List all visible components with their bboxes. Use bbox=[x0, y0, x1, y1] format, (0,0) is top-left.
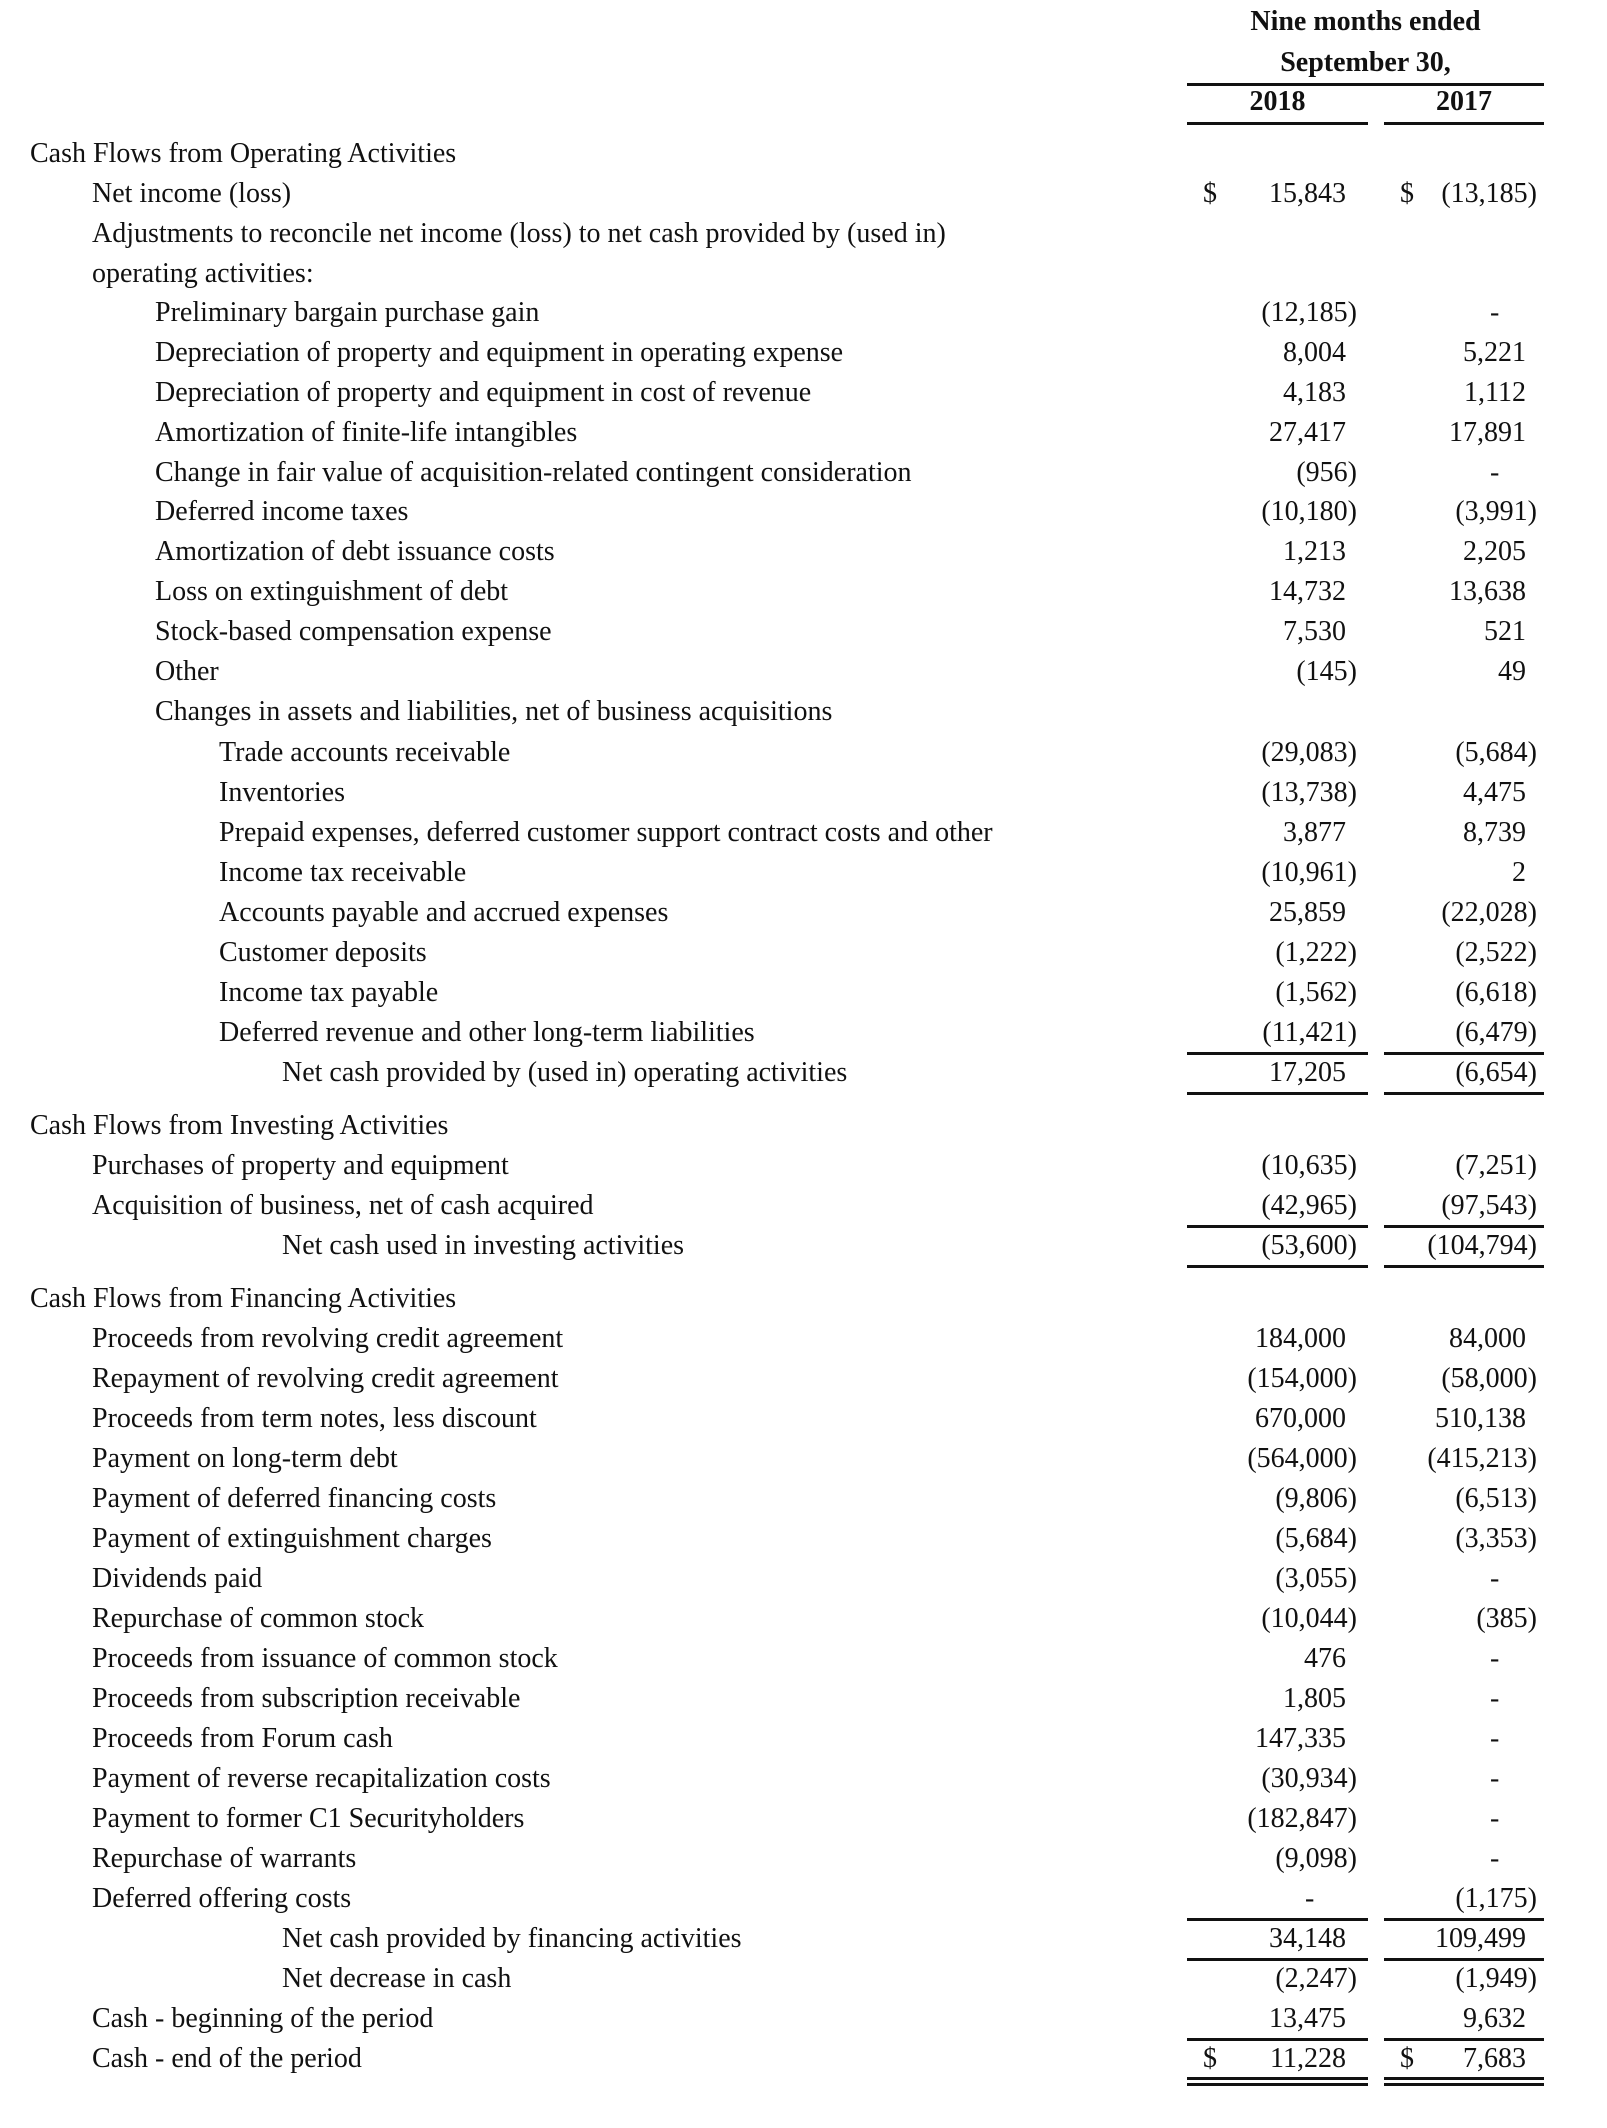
underline-2017 bbox=[1384, 1092, 1544, 1095]
value-2017: - bbox=[1490, 1843, 1500, 1874]
subtotal-label: Net cash provided by financing activities bbox=[282, 1923, 742, 1954]
line-item-label: Changes in assets and liabilities, net of business acquisitions bbox=[155, 696, 833, 727]
value-2017: (6,513) bbox=[1455, 1483, 1537, 1514]
value-2017: (2,522) bbox=[1455, 937, 1537, 968]
line-item-label: Cash - beginning of the period bbox=[92, 2003, 434, 2034]
subtotal-label: Net decrease in cash bbox=[282, 1963, 512, 1994]
value-2017: (1,175) bbox=[1455, 1883, 1537, 1914]
value-2017: - bbox=[1490, 1683, 1500, 1714]
value-2018: 476 bbox=[1304, 1643, 1346, 1674]
statement-row bbox=[0, 1479, 1607, 1519]
line-item-label: Proceeds from subscription receivable bbox=[92, 1683, 521, 1714]
value-2018: 34,148 bbox=[1269, 1923, 1346, 1954]
line-item-label: Proceeds from issuance of common stock bbox=[92, 1643, 558, 1674]
header-col-2017: 2017 bbox=[1436, 86, 1492, 117]
statement-row bbox=[0, 1319, 1607, 1359]
statement-row bbox=[0, 174, 1607, 214]
statement-row bbox=[0, 214, 1607, 254]
dollar-sign-2017: $ bbox=[1400, 2043, 1414, 2074]
value-2017: (58,000) bbox=[1441, 1363, 1537, 1394]
line-item-label: Payment of reverse recapitalization costs bbox=[92, 1763, 551, 1794]
value-2018: 1,213 bbox=[1283, 536, 1346, 567]
value-2017: (3,991) bbox=[1455, 496, 1537, 527]
line-item-label: Payment of deferred financing costs bbox=[92, 1483, 497, 1514]
line-item-label: Other bbox=[155, 656, 219, 687]
statement-row bbox=[0, 1106, 1607, 1146]
line-item-label: Payment on long-term debt bbox=[92, 1443, 398, 1474]
value-2018: (1,562) bbox=[1275, 977, 1357, 1008]
statement-row bbox=[0, 1679, 1607, 1719]
statement-row bbox=[0, 973, 1607, 1013]
dollar-sign-2018: $ bbox=[1203, 178, 1217, 209]
statement-row bbox=[0, 612, 1607, 652]
statement-row bbox=[0, 893, 1607, 933]
value-2018: (9,806) bbox=[1275, 1483, 1357, 1514]
line-item-label: Trade accounts receivable bbox=[219, 737, 511, 768]
value-2018: 184,000 bbox=[1255, 1323, 1346, 1354]
value-2018: (1,222) bbox=[1275, 937, 1357, 968]
dollar-sign-2018: $ bbox=[1203, 2043, 1217, 2074]
value-2017: (5,684) bbox=[1455, 737, 1537, 768]
header-period-line2: September 30, bbox=[1280, 47, 1451, 78]
line-item-label: Dividends paid bbox=[92, 1563, 263, 1594]
value-2018: (13,738) bbox=[1261, 777, 1357, 808]
line-item-label: Proceeds from Forum cash bbox=[92, 1723, 393, 1754]
line-item-label: Customer deposits bbox=[219, 937, 427, 968]
value-2018: (3,055) bbox=[1275, 1563, 1357, 1594]
value-2017: 8,739 bbox=[1463, 817, 1526, 848]
statement-row bbox=[0, 1559, 1607, 1599]
value-2017: 5,221 bbox=[1463, 337, 1526, 368]
line-item-label: Prepaid expenses, deferred customer support contract costs and other bbox=[219, 817, 993, 848]
line-item-label: Deferred income taxes bbox=[155, 496, 409, 527]
header-col-2018: 2018 bbox=[1249, 86, 1306, 117]
value-2018: 15,843 bbox=[1269, 178, 1346, 209]
value-2017: 521 bbox=[1484, 616, 1526, 647]
value-2017: 9,632 bbox=[1463, 2003, 1526, 2034]
value-2018: 8,004 bbox=[1283, 337, 1346, 368]
line-item-label: Depreciation of property and equipment in operating expense bbox=[155, 337, 844, 368]
value-2017: 109,499 bbox=[1435, 1923, 1526, 1954]
value-2017: (104,794) bbox=[1427, 1230, 1537, 1261]
value-2017: 2,205 bbox=[1463, 536, 1526, 567]
value-2017: (415,213) bbox=[1427, 1443, 1537, 1474]
statement-row bbox=[0, 853, 1607, 893]
value-2018: 7,530 bbox=[1283, 616, 1346, 647]
value-2018: 147,335 bbox=[1255, 1723, 1346, 1754]
statement-row bbox=[0, 1053, 1607, 1093]
statement-row bbox=[0, 1279, 1607, 1319]
double-underline-2018 bbox=[1187, 2077, 1368, 2086]
statement-row bbox=[0, 652, 1607, 692]
value-2018: 4,183 bbox=[1283, 377, 1346, 408]
section-heading: Cash Flows from Investing Activities bbox=[30, 1110, 449, 1141]
statement-row bbox=[0, 933, 1607, 973]
statement-row bbox=[0, 1186, 1607, 1226]
line-item-label: Accounts payable and accrued expenses bbox=[219, 897, 669, 928]
line-item-label: Cash - end of the period bbox=[92, 2043, 362, 2074]
value-2017: 49 bbox=[1498, 656, 1526, 687]
subtotal-label: Net cash provided by (used in) operating activities bbox=[282, 1057, 848, 1088]
statement-row bbox=[0, 572, 1607, 612]
line-item-label: Preliminary bargain purchase gain bbox=[155, 297, 540, 328]
statement-row bbox=[0, 1719, 1607, 1759]
value-2017: 17,891 bbox=[1449, 417, 1526, 448]
statement-row bbox=[0, 1919, 1607, 1959]
statement-row bbox=[0, 1879, 1607, 1919]
statement-row bbox=[0, 492, 1607, 532]
line-item-label: Inventories bbox=[219, 777, 345, 808]
value-2018: (9,098) bbox=[1275, 1843, 1357, 1874]
line-item-label: Repurchase of warrants bbox=[92, 1843, 357, 1874]
statement-row bbox=[0, 134, 1607, 174]
section-heading: Cash Flows from Operating Activities bbox=[30, 138, 457, 169]
value-2018: 13,475 bbox=[1269, 2003, 1346, 2034]
line-item-label: Purchases of property and equipment bbox=[92, 1150, 509, 1181]
value-2018: (10,635) bbox=[1261, 1150, 1357, 1181]
value-2018: (2,247) bbox=[1275, 1963, 1357, 1994]
value-2018: 14,732 bbox=[1269, 576, 1346, 607]
value-2018: (182,847) bbox=[1247, 1803, 1357, 1834]
value-2017: 7,683 bbox=[1463, 2043, 1526, 2074]
statement-row bbox=[0, 813, 1607, 853]
value-2018: (11,421) bbox=[1262, 1017, 1357, 1048]
line-item-label: Loss on extinguishment of debt bbox=[155, 576, 509, 607]
value-2018: (145) bbox=[1296, 656, 1357, 687]
statement-row bbox=[0, 1226, 1607, 1266]
value-2018: - bbox=[1305, 1883, 1315, 1914]
value-2017: (6,654) bbox=[1455, 1057, 1537, 1088]
section-heading: Cash Flows from Financing Activities bbox=[30, 1283, 457, 1314]
line-item-label: operating activities: bbox=[92, 258, 314, 289]
statement-row bbox=[0, 254, 1607, 294]
value-2018: 17,205 bbox=[1269, 1057, 1346, 1088]
value-2018: (10,044) bbox=[1261, 1603, 1357, 1634]
value-2018: (956) bbox=[1296, 457, 1357, 488]
statement-row bbox=[0, 1759, 1607, 1799]
value-2018: 25,859 bbox=[1269, 897, 1346, 928]
value-2018: 1,805 bbox=[1283, 1683, 1346, 1714]
statement-row bbox=[0, 1519, 1607, 1559]
value-2017: - bbox=[1490, 297, 1500, 328]
value-2017: 84,000 bbox=[1449, 1323, 1526, 1354]
line-item-label: Payment of extinguishment charges bbox=[92, 1523, 492, 1554]
statement-row bbox=[0, 1639, 1607, 1679]
line-item-label: Deferred revenue and other long-term liabilities bbox=[219, 1017, 755, 1048]
subtotal-label: Net cash used in investing activities bbox=[282, 1230, 685, 1261]
value-2017: (7,251) bbox=[1455, 1150, 1537, 1181]
line-item-label: Amortization of finite-life intangibles bbox=[155, 417, 578, 448]
underline-2017 bbox=[1384, 1265, 1544, 1268]
header-period-line1: Nine months ended bbox=[1250, 6, 1481, 37]
value-2017: 4,475 bbox=[1463, 777, 1526, 808]
value-2017: (1,949) bbox=[1455, 1963, 1537, 1994]
statement-row bbox=[0, 1359, 1607, 1399]
line-item-label: Depreciation of property and equipment in cost of revenue bbox=[155, 377, 812, 408]
line-item-label: Proceeds from revolving credit agreement bbox=[92, 1323, 564, 1354]
underline-2018 bbox=[1187, 1092, 1368, 1095]
header-rule-2018 bbox=[1187, 122, 1368, 125]
value-2017: (6,618) bbox=[1455, 977, 1537, 1008]
statement-row bbox=[0, 373, 1607, 413]
value-2018: 3,877 bbox=[1283, 817, 1346, 848]
value-2017: (6,479) bbox=[1455, 1017, 1537, 1048]
statement-row bbox=[0, 1146, 1607, 1186]
value-2018: (5,684) bbox=[1275, 1523, 1357, 1554]
header-rule-2017 bbox=[1384, 122, 1544, 125]
value-2017: 1,112 bbox=[1464, 377, 1526, 408]
value-2017: 510,138 bbox=[1435, 1403, 1526, 1434]
line-item-label: Payment to former C1 Securityholders bbox=[92, 1803, 525, 1834]
line-item-label: Amortization of debt issuance costs bbox=[155, 536, 555, 567]
line-item-label: Repurchase of common stock bbox=[92, 1603, 425, 1634]
line-item-label: Repayment of revolving credit agreement bbox=[92, 1363, 559, 1394]
statement-row bbox=[0, 1839, 1607, 1879]
value-2018: (30,934) bbox=[1261, 1763, 1357, 1794]
value-2018: (29,083) bbox=[1261, 737, 1357, 768]
statement-row bbox=[0, 773, 1607, 813]
value-2018: 670,000 bbox=[1255, 1403, 1346, 1434]
line-item-label: Stock-based compensation expense bbox=[155, 616, 552, 647]
line-item-label: Acquisition of business, net of cash acquired bbox=[92, 1190, 594, 1221]
line-item-label: Adjustments to reconcile net income (loss) to net cash provided by (used in) bbox=[92, 218, 946, 249]
value-2018: (10,961) bbox=[1261, 857, 1357, 888]
double-underline-2017 bbox=[1384, 2077, 1544, 2086]
value-2017: - bbox=[1490, 1763, 1500, 1794]
value-2018: (154,000) bbox=[1247, 1363, 1357, 1394]
value-2017: (3,353) bbox=[1455, 1523, 1537, 1554]
underline-2018 bbox=[1187, 1265, 1368, 1268]
value-2017: - bbox=[1490, 457, 1500, 488]
statement-row bbox=[0, 1013, 1607, 1053]
line-item-label: Change in fair value of acquisition-related contingent consideration bbox=[155, 457, 912, 488]
value-2018: 11,228 bbox=[1270, 2043, 1346, 2074]
value-2017: (385) bbox=[1476, 1603, 1537, 1634]
line-item-label: Deferred offering costs bbox=[92, 1883, 352, 1914]
value-2017: (22,028) bbox=[1441, 897, 1537, 928]
value-2018: (12,185) bbox=[1261, 297, 1357, 328]
value-2018: (42,965) bbox=[1261, 1190, 1357, 1221]
statement-row bbox=[0, 1799, 1607, 1839]
statement-row bbox=[0, 733, 1607, 773]
value-2017: - bbox=[1490, 1803, 1500, 1834]
value-2017: - bbox=[1490, 1563, 1500, 1594]
value-2018: 27,417 bbox=[1269, 417, 1346, 448]
value-2018: (53,600) bbox=[1261, 1230, 1357, 1261]
value-2017: (97,543) bbox=[1441, 1190, 1537, 1221]
line-item-label: Income tax receivable bbox=[219, 857, 467, 888]
statement-row bbox=[0, 2039, 1607, 2079]
value-2017: - bbox=[1490, 1723, 1500, 1754]
statement-row bbox=[0, 453, 1607, 493]
statement-row bbox=[0, 1959, 1607, 1999]
statement-row bbox=[0, 692, 1607, 732]
statement-row bbox=[0, 333, 1607, 373]
line-item-label: Proceeds from term notes, less discount bbox=[92, 1403, 537, 1434]
value-2017: (13,185) bbox=[1441, 178, 1537, 209]
statement-row bbox=[0, 1399, 1607, 1439]
line-item-label: Income tax payable bbox=[219, 977, 439, 1008]
statement-row bbox=[0, 293, 1607, 333]
dollar-sign-2017: $ bbox=[1400, 178, 1414, 209]
statement-row bbox=[0, 413, 1607, 453]
line-item-label: Net income (loss) bbox=[92, 178, 292, 209]
value-2017: 2 bbox=[1512, 857, 1526, 888]
statement-row bbox=[0, 532, 1607, 572]
statement-row bbox=[0, 1439, 1607, 1479]
value-2018: (10,180) bbox=[1261, 496, 1357, 527]
value-2017: 13,638 bbox=[1449, 576, 1526, 607]
value-2017: - bbox=[1490, 1643, 1500, 1674]
statement-row bbox=[0, 1999, 1607, 2039]
statement-row bbox=[0, 1599, 1607, 1639]
value-2018: (564,000) bbox=[1247, 1443, 1357, 1474]
